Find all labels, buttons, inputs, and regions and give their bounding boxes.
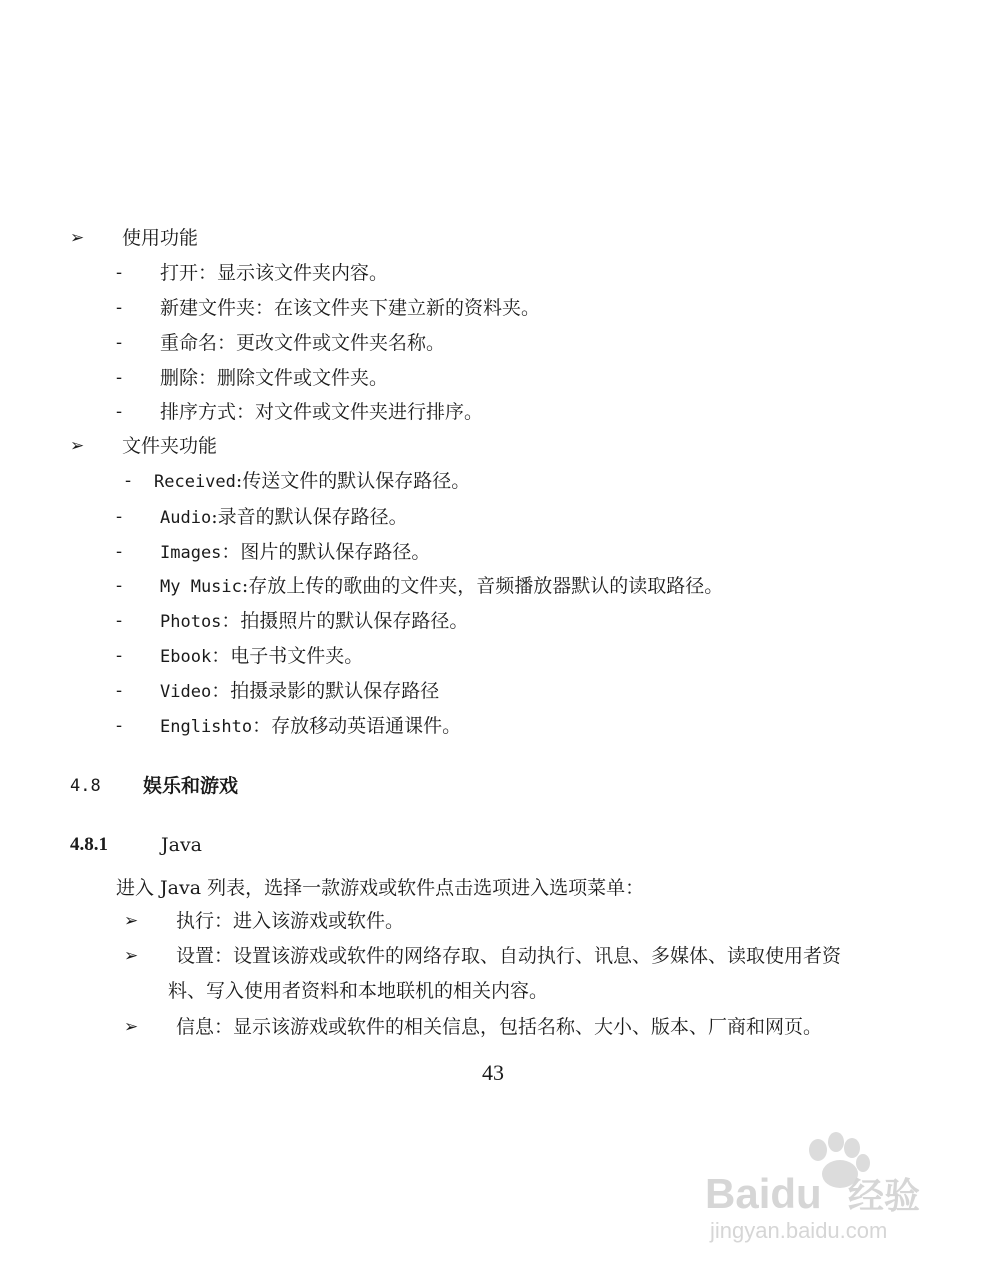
page-number: 43 — [482, 1060, 504, 1085]
dash-icon: - — [116, 401, 123, 422]
section-number: 4.8 — [70, 776, 101, 796]
folders-heading: 文件夹功能 — [122, 435, 218, 457]
dash-icon: - — [116, 645, 123, 666]
watermark-url: jingyan.baidu.com — [710, 1218, 888, 1243]
baidu-watermark-logo — [700, 1130, 950, 1250]
folder-item: Received:传送文件的默认保存路径。 — [154, 470, 471, 492]
arrow-bullet-icon: ➢ — [70, 228, 85, 248]
dash-icon: - — [116, 680, 123, 701]
dash-icon: - — [116, 262, 123, 283]
java-item-continued: 料、写入使用者资料和本地联机的相关内容。 — [168, 980, 549, 1002]
watermark-brand-cn: 经验 — [848, 1175, 921, 1216]
folder-item: Video：拍摄录影的默认保存路径 — [160, 680, 440, 702]
folder-item: Audio:录音的默认保存路径。 — [160, 506, 408, 528]
usage-heading: 使用功能 — [122, 227, 199, 249]
dash-icon: - — [116, 715, 123, 736]
dash-icon: - — [116, 575, 123, 596]
folder-item: My Music:存放上传的歌曲的文件夹，音频播放器默认的读取路径。 — [160, 575, 724, 597]
folder-item: Englishto：存放移动英语通课件。 — [160, 715, 462, 737]
usage-item: 重命名：更改文件或文件夹名称。 — [160, 332, 446, 354]
java-intro: 进入 Java 列表，选择一款游戏或软件点击选项进入选项菜单： — [116, 877, 645, 899]
usage-item: 删除：删除文件或文件夹。 — [160, 367, 389, 389]
dash-icon: - — [116, 610, 123, 631]
dash-icon: - — [116, 297, 123, 318]
dash-icon: - — [125, 470, 132, 491]
java-item: 执行：进入该游戏或软件。 — [176, 910, 405, 932]
arrow-bullet-icon: ➢ — [70, 436, 85, 456]
dash-icon: - — [116, 332, 123, 353]
usage-item: 新建文件夹：在该文件夹下建立新的资料夹。 — [160, 297, 541, 319]
arrow-bullet-icon: ➢ — [124, 946, 139, 966]
folder-item: Photos：拍摄照片的默认保存路径。 — [160, 610, 469, 632]
dash-icon: - — [116, 367, 123, 388]
folder-item: Ebook：电子书文件夹。 — [160, 645, 364, 667]
watermark-brand: Baidu — [705, 1170, 822, 1217]
subsection-title: Java — [161, 834, 203, 856]
java-item: 信息：显示该游戏或软件的相关信息，包括名称、大小、版本、厂商和网页。 — [176, 1016, 823, 1038]
dash-icon: - — [116, 541, 123, 562]
usage-item: 打开：显示该文件夹内容。 — [160, 262, 389, 284]
section-title: 娱乐和游戏 — [143, 775, 239, 797]
usage-item: 排序方式：对文件或文件夹进行排序。 — [160, 401, 484, 423]
dash-icon: - — [116, 506, 123, 527]
subsection-number: 4.8.1 — [70, 834, 108, 855]
arrow-bullet-icon: ➢ — [124, 1017, 139, 1037]
folder-item: Images：图片的默认保存路径。 — [160, 541, 431, 563]
java-item: 设置：设置该游戏或软件的网络存取、自动执行、讯息、多媒体、读取使用者资 — [176, 945, 842, 967]
arrow-bullet-icon: ➢ — [124, 911, 139, 931]
